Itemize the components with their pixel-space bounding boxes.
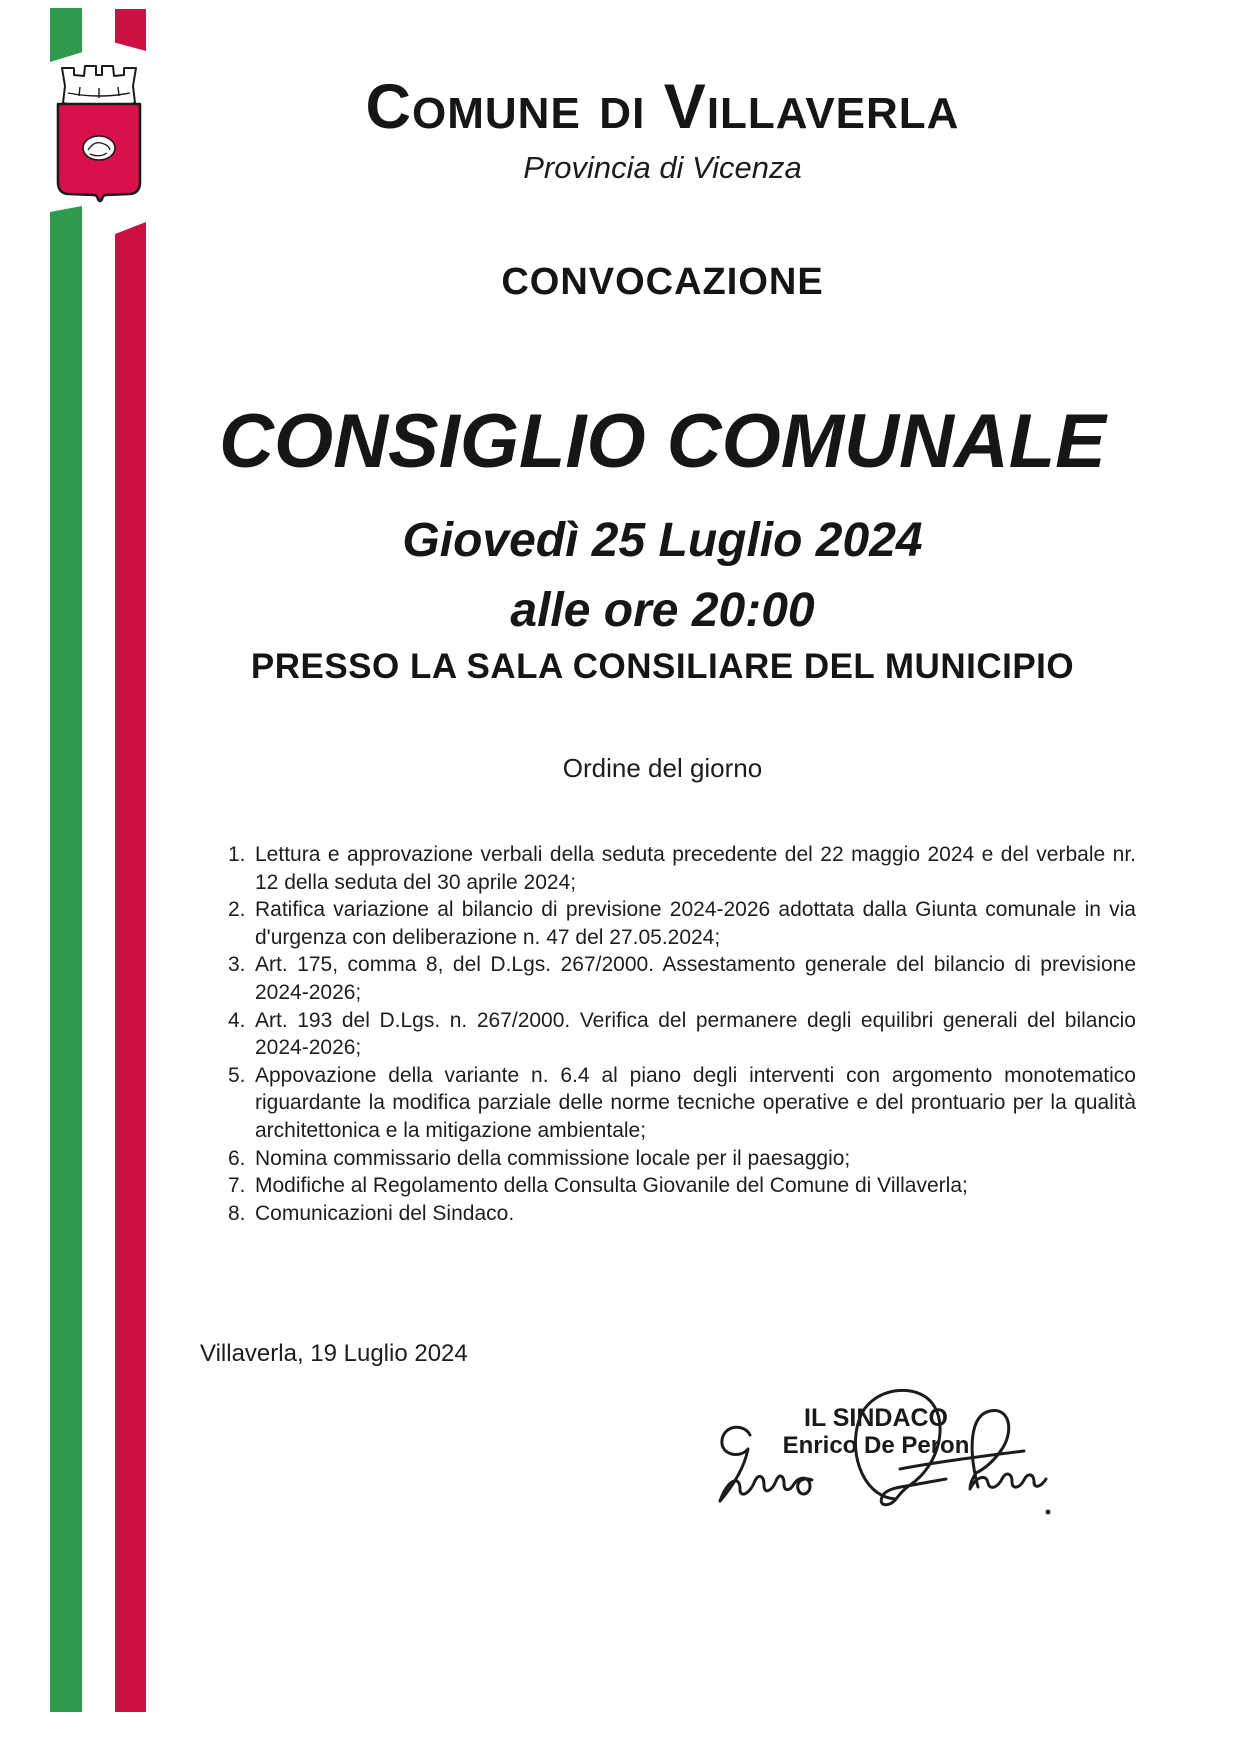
- agenda-item: [228, 896, 1136, 951]
- agenda-item-text: Lettura e approvazione verbali della seduta precedente del 22 maggio 2024 e del verbale nr. 12 della seduta del 30 aprile 2024;: [255, 843, 1136, 894]
- notice-label: CONVOCAZIONE: [501, 261, 824, 303]
- signature-dot: [1046, 1510, 1051, 1515]
- agenda-item-number: 1.: [228, 843, 246, 866]
- agenda-item-number: 8.: [228, 1201, 246, 1225]
- agenda-list: [228, 841, 1136, 1227]
- province-name: Provincia di Vicenza: [523, 150, 802, 185]
- agenda-item: [228, 1200, 1136, 1228]
- session-date: Giovedì 25 Luglio 2024: [402, 514, 923, 567]
- agenda-item-text: Nomina commissario della commissione locale per il paesaggio;: [255, 1146, 851, 1170]
- flag-stripe-green-top: [50, 8, 82, 62]
- session-time: alle ore 20:00: [510, 584, 815, 637]
- agenda-item-number: 7.: [228, 1174, 246, 1198]
- flag-stripe-green: [50, 206, 82, 1712]
- agenda-item-number: 3.: [228, 953, 246, 977]
- agenda-item: [228, 1062, 1136, 1145]
- coat-of-arms-icon: [50, 62, 148, 204]
- council-title: CONSIGLIO COMUNALE: [219, 399, 1106, 484]
- handwritten-signature-icon: [660, 1385, 1060, 1533]
- mural-crown-icon: [62, 66, 136, 108]
- agenda-item: [228, 1172, 1136, 1200]
- agenda-item-number: 6.: [228, 1146, 246, 1170]
- agenda-item-text: Art. 193 del D.Lgs. n. 267/2000. Verifica del permanere degli equilibri generali del bilancio 2024-2026;: [255, 1008, 1136, 1060]
- agenda-item-number: 4.: [228, 1008, 246, 1032]
- agenda-item: [228, 951, 1136, 1006]
- signature-role: IL SINDACO: [804, 1404, 948, 1432]
- agenda-item-text: Appovazione della variante n. 6.4 al piano degli interventi con argomento monotematico riguardante la modifica parziale delle norme tecniche operative e del prontuario per la qualità architettonica e la mitigazione ambientale;: [255, 1063, 1136, 1142]
- agenda-item-text: Comunicazioni del Sindaco.: [255, 1201, 515, 1225]
- agenda-heading: Ordine del giorno: [562, 753, 763, 783]
- agenda-item: [228, 1145, 1136, 1173]
- agenda-item-text: Ratifica variazione al bilancio di previsione 2024-2026 adottata dalla Giunta comunale in via d'urgenza con deliberazione n. 47 del 27.05.2024;: [255, 898, 1136, 949]
- flag-stripe-red: [115, 220, 146, 1712]
- shield-globe-icon: [83, 136, 115, 160]
- agenda-item-number: 5.: [228, 1063, 246, 1087]
- venue-line: PRESSO LA SALA CONSILIARE DEL MUNICIPIO: [250, 647, 1075, 686]
- agenda-item: [228, 1007, 1136, 1062]
- agenda-item-number: 2.: [228, 898, 246, 922]
- agenda-item: [228, 841, 1136, 896]
- municipality-name: Comune di Villaverla: [365, 72, 960, 142]
- place-date-line: Villaverla, 19 Luglio 2024: [200, 1340, 468, 1367]
- signature-name: Enrico De Peron: [782, 1432, 970, 1459]
- agenda-item-text: Modifiche al Regolamento della Consulta Giovanile del Comune di Villaverla;: [255, 1174, 968, 1198]
- agenda-item-text: Art. 175, comma 8, del D.Lgs. 267/2000. Assestamento generale del bilancio di previsione 2024-2026;: [255, 953, 1136, 1004]
- flag-stripe-red-top: [115, 9, 146, 51]
